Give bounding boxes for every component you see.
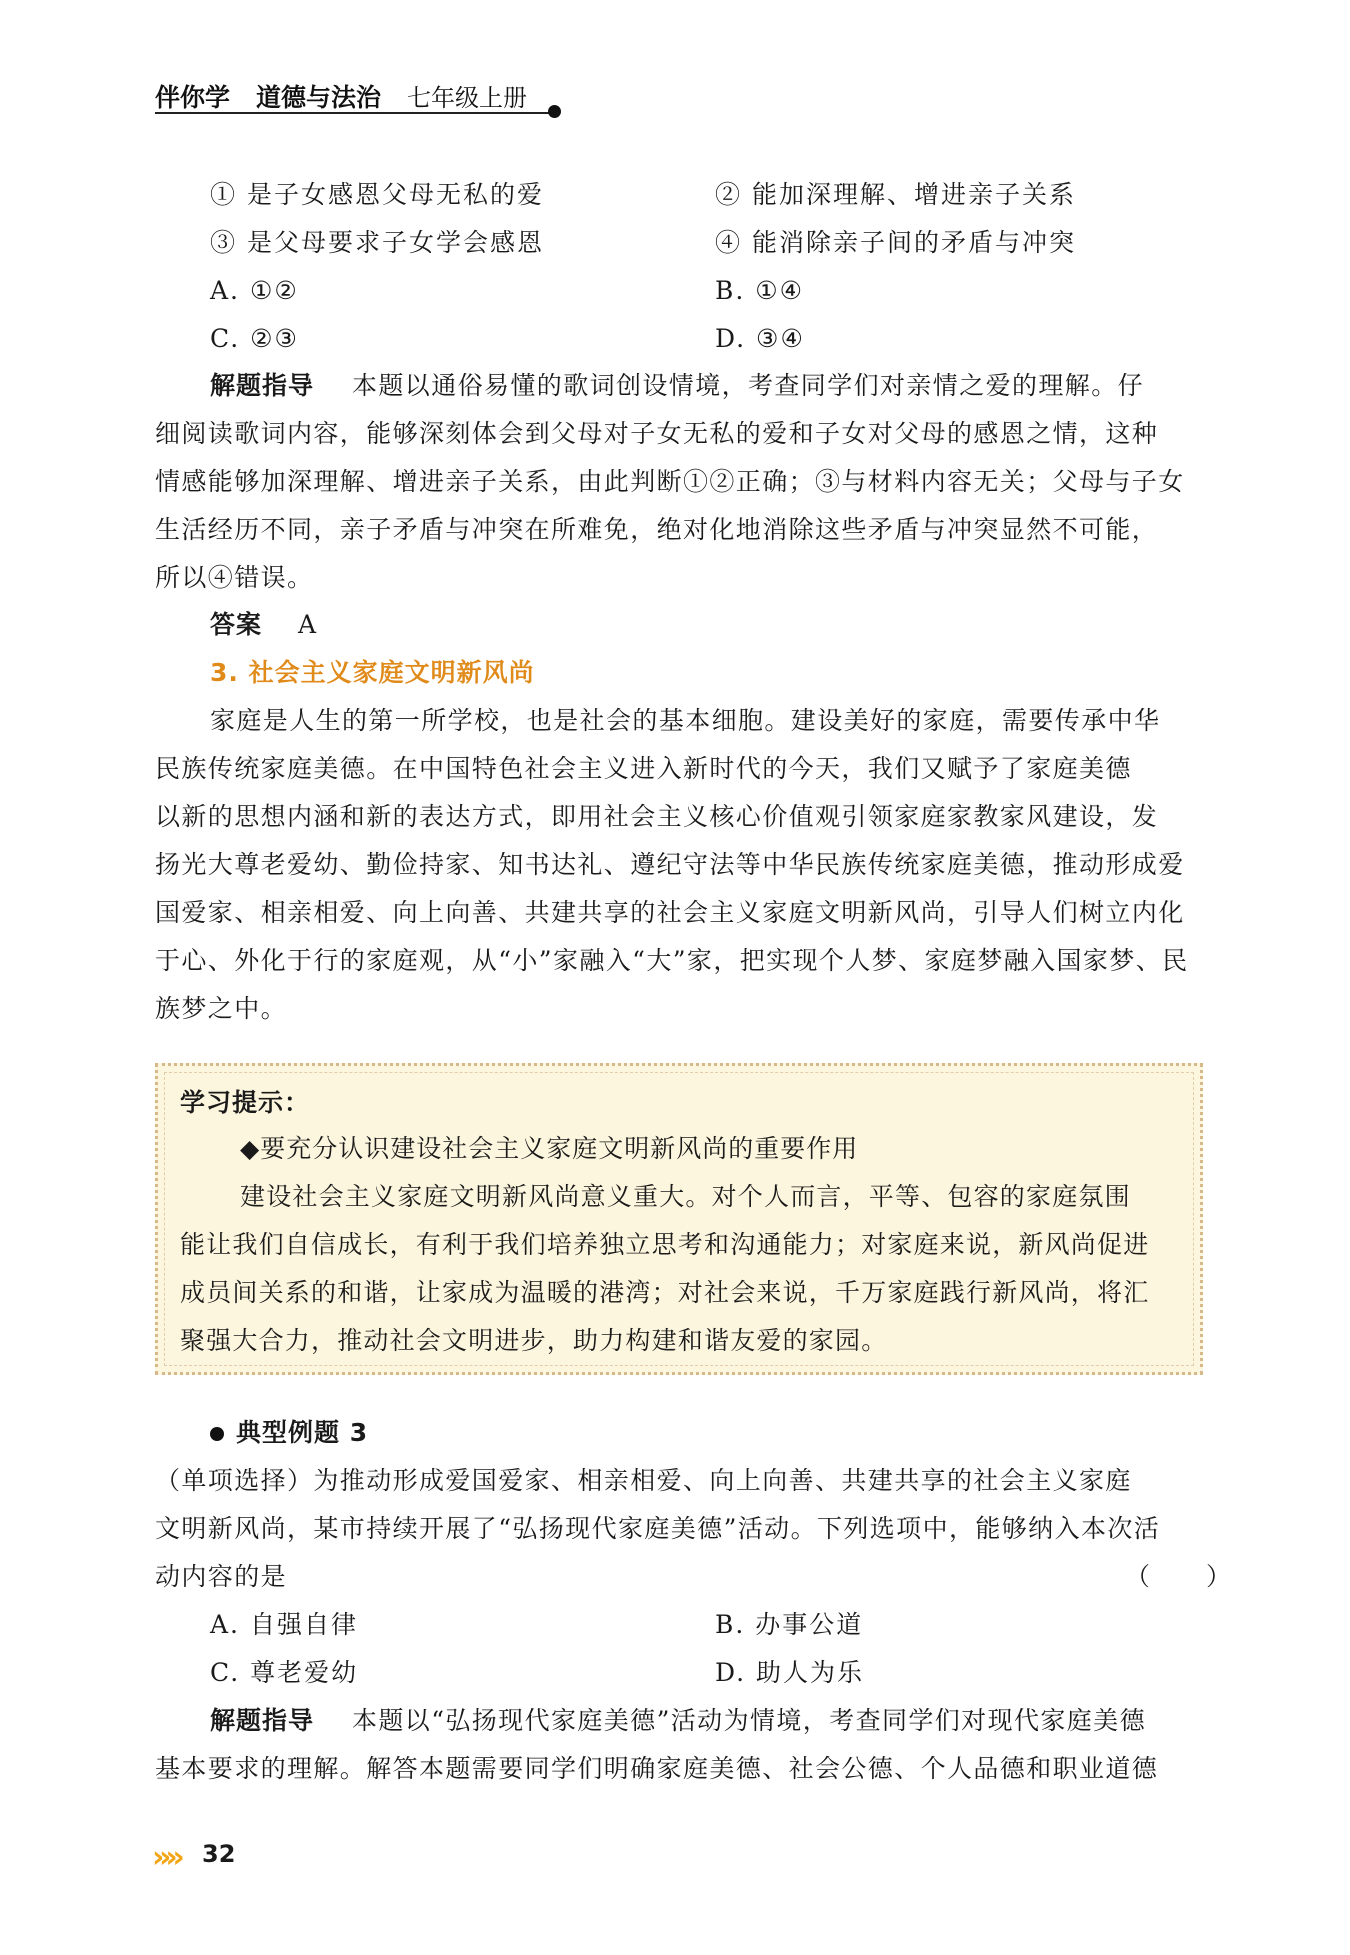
guide-text-line: 所以④错误。: [155, 563, 314, 592]
choice-d: D. ③④: [715, 324, 805, 353]
choice-c: C. 尊老爱幼: [210, 1658, 359, 1687]
section-title: 3. 社会主义家庭文明新风尚: [210, 658, 535, 687]
option-statement-4: ④ 能消除亲子间的矛盾与冲突: [715, 228, 1076, 257]
choice-c: C. ②③: [210, 324, 299, 353]
header-dot: [548, 105, 561, 118]
header-grade: 七年级上册: [407, 84, 528, 112]
section-paragraph-line: 以新的思想内涵和新的表达方式，即用社会主义核心价值观引领家庭家教家风建设，发: [155, 802, 1159, 831]
example-text-line: （单项选择）为推动形成爱国爱家、相亲相爱、向上向善、共建共享的社会主义家庭: [155, 1466, 1132, 1495]
guide-text-line: 本题以通俗易懂的歌词创设情境，考查同学们对亲情之爱的理解。仔: [352, 371, 1145, 400]
guide-label: 解题指导: [210, 1706, 315, 1735]
example-text-line: 文明新风尚，某市持续开展了“弘扬现代家庭美德”活动。下列选项中，能够纳入本次活: [155, 1514, 1161, 1543]
section-paragraph-line: 族梦之中。: [155, 994, 288, 1023]
guide-label: 解题指导: [210, 371, 315, 400]
guide-text-line: 生活经历不同，亲子矛盾与冲突在所难免，绝对化地消除这些矛盾与冲突显然不可能，: [155, 515, 1159, 544]
example-title: [210, 1416, 368, 1450]
answer-blank: （ ）: [1125, 1562, 1234, 1591]
answer-label: 答案: [210, 610, 263, 639]
choice-a: A. 自强自律: [210, 1610, 358, 1639]
header-series: 伴你学: [155, 83, 231, 112]
tip-title: 学习提示：: [180, 1088, 311, 1117]
guide-text-line: 情感能够加深理解、增进亲子关系，由此判断①②正确；③与材料内容无关；父母与子女: [155, 467, 1185, 496]
option-statement-1: ① 是子女感恩父母无私的爱: [210, 180, 544, 209]
guide-text-line: 细阅读歌词内容，能够深刻体会到父母对子女无私的爱和子女对父母的感恩之情，这种: [155, 419, 1159, 448]
tip-text-line: 成员间关系的和谐，让家成为温暖的港湾；对社会来说，千万家庭践行新风尚，将汇: [180, 1278, 1150, 1307]
choice-d: D. 助人为乐: [715, 1658, 865, 1687]
header-rule: [155, 112, 552, 114]
section-paragraph-line: 扬光大尊老爱幼、勤俭持家、知书达礼、遵纪守法等中华民族传统家庭美德，推动形成爱: [155, 850, 1185, 879]
answer-value: A: [298, 610, 319, 639]
page-arrow-icon: »»: [152, 1840, 179, 1875]
tip-text-line: 能让我们自信成长，有利于我们培养独立思考和沟通能力；对家庭来说，新风尚促进: [180, 1230, 1150, 1259]
choice-b: B. 办事公道: [715, 1610, 864, 1639]
bullet-dot-icon: [210, 1427, 224, 1441]
guide-text-line: 基本要求的理解。解答本题需要同学们明确家庭美德、社会公德、个人品德和职业道德: [155, 1754, 1159, 1783]
tip-text-line: 建设社会主义家庭文明新风尚意义重大。对个人而言，平等、包容的家庭氛围: [240, 1182, 1131, 1211]
tip-text-line: 聚强大合力，推动社会文明进步，助力构建和谐友爱的家园。: [180, 1326, 888, 1355]
guide-text-line: 本题以“弘扬现代家庭美德”活动为情境，考查同学们对现代家庭美德: [352, 1706, 1146, 1735]
section-paragraph-line: 于心、外化于行的家庭观，从“小”家融入“大”家，把实现个人梦、家庭梦融入国家梦、民: [155, 946, 1189, 975]
choice-a: A. ①②: [210, 276, 299, 305]
page-number: 32: [202, 1840, 236, 1868]
example-title-text: 典型例题 3: [236, 1418, 369, 1447]
section-paragraph-line: 家庭是人生的第一所学校，也是社会的基本细胞。建设美好的家庭，需要传承中华: [210, 706, 1161, 735]
section-paragraph-line: 民族传统家庭美德。在中国特色社会主义进入新时代的今天，我们又赋予了家庭美德: [155, 754, 1132, 783]
example-text-line: 动内容的是: [155, 1562, 288, 1591]
header-subject: 道德与法治: [256, 83, 382, 112]
tip-point: ◆要充分认识建设社会主义家庭文明新风尚的重要作用: [240, 1134, 859, 1163]
option-statement-3: ③ 是父母要求子女学会感恩: [210, 228, 544, 257]
running-header: [155, 78, 527, 114]
option-statement-2: ② 能加深理解、增进亲子关系: [715, 180, 1076, 209]
choice-b: B. ①④: [715, 276, 805, 305]
section-paragraph-line: 国爱家、相亲相爱、向上向善、共建共享的社会主义家庭文明新风尚，引导人们树立内化: [155, 898, 1185, 927]
